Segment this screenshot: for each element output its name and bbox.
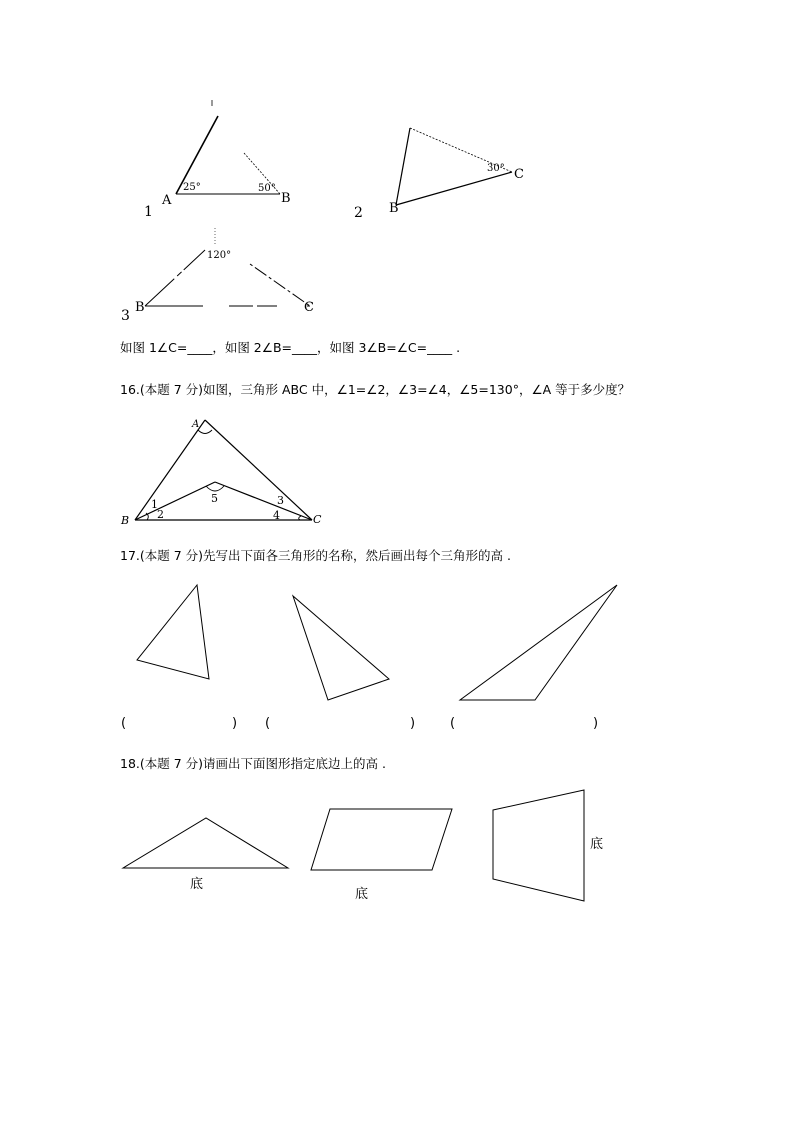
tri1-number: 1 xyxy=(144,204,153,220)
fig16-vertex-c: C xyxy=(313,513,322,526)
triangle-3 xyxy=(145,228,310,306)
q17-paren-close-2: ) xyxy=(410,716,416,731)
figure-q16 xyxy=(110,410,340,530)
tri2-angle-c: 30° xyxy=(487,163,505,174)
q18-base-label-parallelogram: 底 xyxy=(355,887,369,902)
triangle-1 xyxy=(176,100,280,194)
q18-trapezoid xyxy=(493,790,584,901)
q17-paren-close-3: ) xyxy=(593,716,599,731)
tri1-angle-a: 25° xyxy=(183,182,201,193)
tri2-vertex-b: B xyxy=(389,201,399,216)
tri1-vertex-b: B xyxy=(281,191,291,206)
tri2-number: 2 xyxy=(354,205,363,221)
q17-text: 17.(本题 7 分)先写出下面各三角形的名称，然后画出每个三角形的高 . xyxy=(120,548,511,563)
figure-q18 xyxy=(115,780,615,910)
q18-text: 18.(本题 7 分)请画出下面图形指定底边上的高 . xyxy=(120,756,386,771)
q18-triangle xyxy=(123,818,288,868)
fig16-angle-3: 3 xyxy=(277,494,284,507)
q17-paren-close-1: ) xyxy=(232,716,238,731)
tri3-vertex-c: C xyxy=(304,300,314,315)
q17-triangle-1 xyxy=(137,585,209,679)
tri3-angle-top: 120° xyxy=(207,250,232,261)
q17-paren-open-3: ( xyxy=(450,716,456,731)
fig16-angle-5: 5 xyxy=(211,492,218,505)
q15-text: 如图 1∠C=____，如图 2∠B=____，如图 3∠B=∠C=____ . xyxy=(120,340,461,355)
q18-base-label-triangle: 底 xyxy=(190,877,204,892)
figure-q15 xyxy=(0,0,794,330)
tri3-number: 3 xyxy=(121,308,130,324)
q16-text: 16.(本题 7 分)如图，三角形 ABC 中，∠1=∠2，∠3=∠4，∠5=130°，∠A 等于多少度？ xyxy=(120,382,631,397)
tri1-angle-b: 50° xyxy=(258,183,276,194)
figure-q17 xyxy=(120,575,630,710)
tri2-vertex-c: C xyxy=(514,167,524,182)
q17-paren-open-2: ( xyxy=(265,716,271,731)
fig16-angle-1: 1 xyxy=(151,498,158,511)
fig16-vertex-b: B xyxy=(121,514,130,527)
tri3-vertex-b: B xyxy=(135,300,145,315)
fig16-vertex-a: A xyxy=(192,419,200,430)
q18-parallelogram xyxy=(311,809,452,870)
fig16-angle-4: 4 xyxy=(273,509,280,522)
q17-triangle-2 xyxy=(293,596,389,700)
q17-triangle-3 xyxy=(460,585,617,700)
tri1-vertex-a: A xyxy=(162,193,172,208)
q17-paren-open-1: ( xyxy=(121,716,127,731)
q18-base-label-trapezoid: 底 xyxy=(590,837,604,852)
fig16-angle-2: 2 xyxy=(157,508,164,521)
